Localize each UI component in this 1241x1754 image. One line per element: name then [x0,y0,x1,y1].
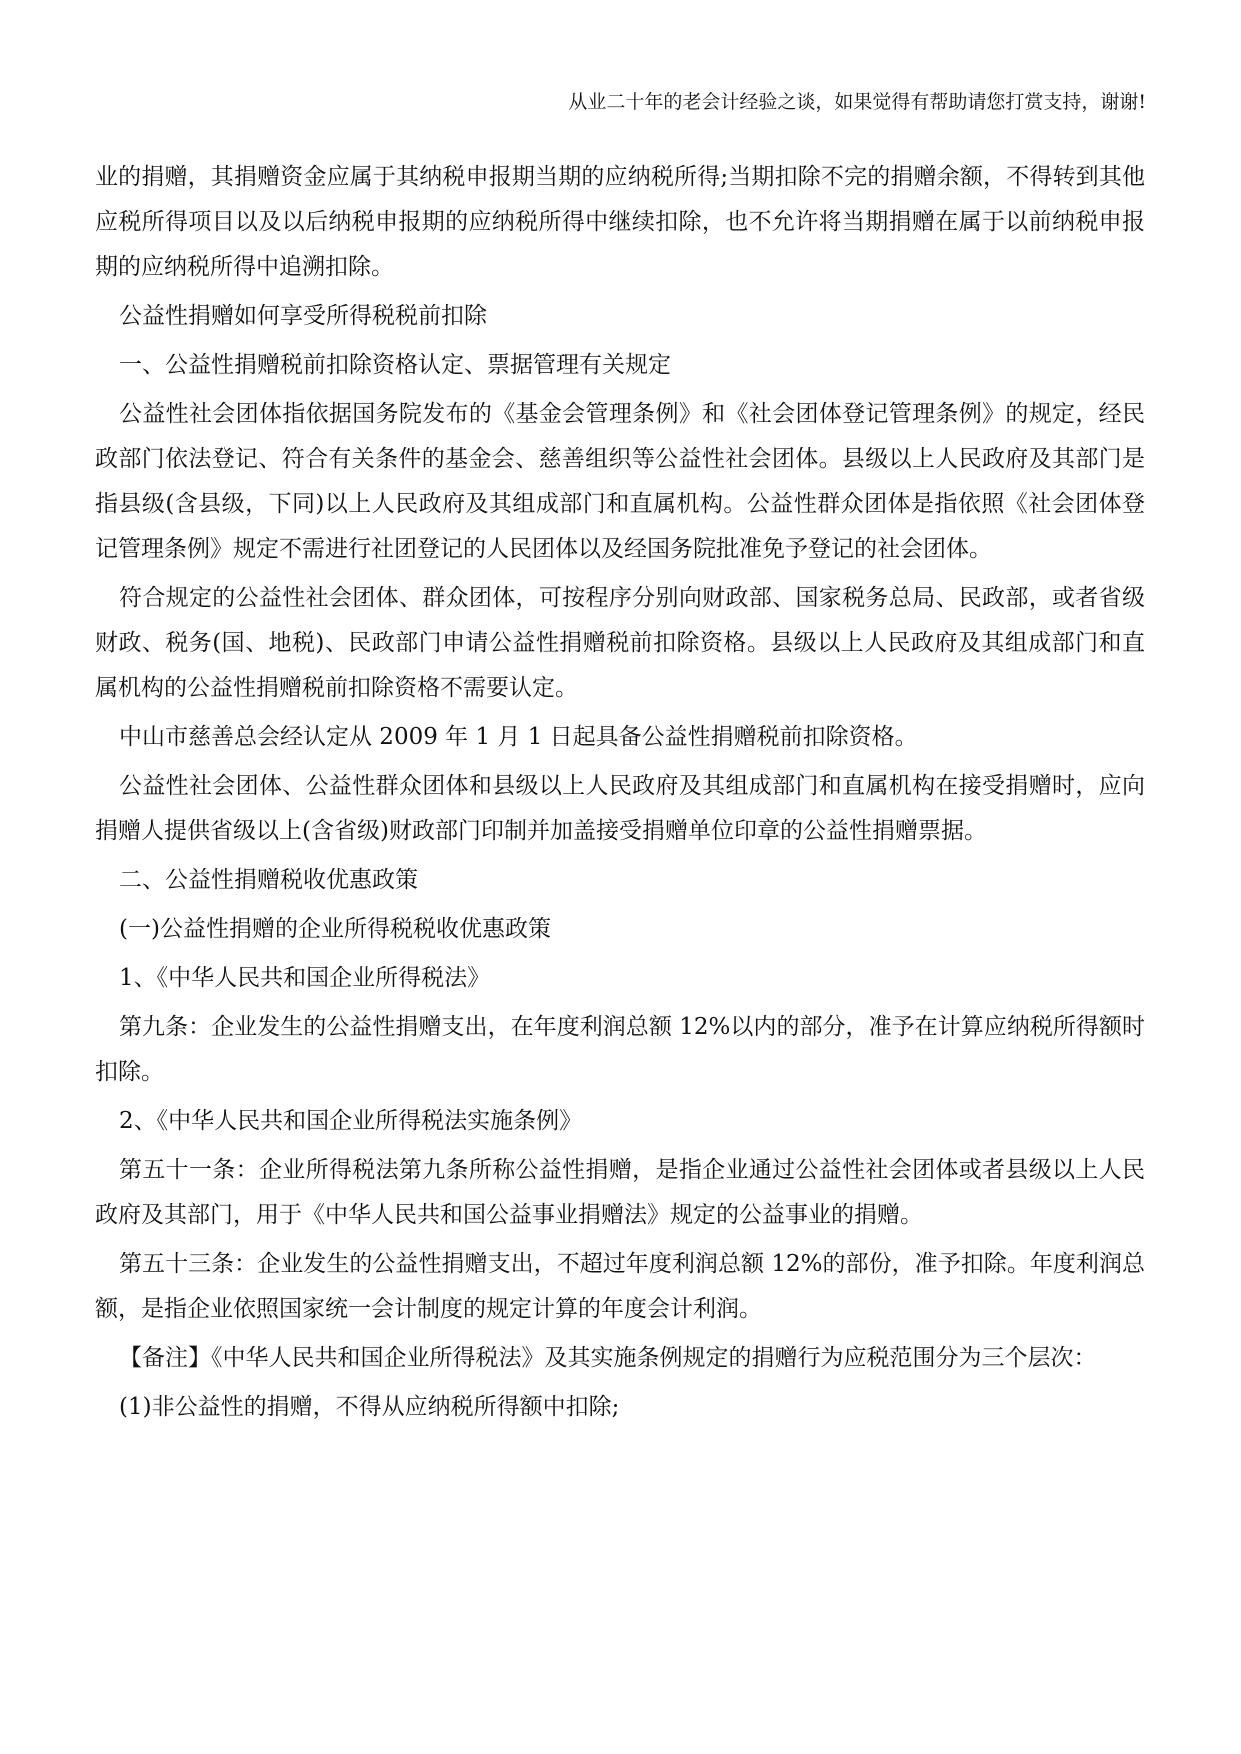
paragraph: 公益性社会团体、公益性群众团体和县级以上人民政府及其组成部门和直属机构在接受捐赠时，应向捐赠人提供省级以上(含省级)财政部门印制并加盖接受捐赠单位印章的公益性捐赠票据。 [95,773,1145,844]
paragraph: 中山市慈善总会经认定从 2009 年 1 月 1 日起具备公益性捐赠税前扣除资格。 [119,724,918,750]
paragraph: 公益性社会团体指依据国务院发布的《基金会管理条例》和《社会团体登记管理条例》的规定，经民政部门依法登记、符合有关条件的基金会、慈善组织等公益性社会团体。县级以上人民政府及其部门是指县级(含县级，下同)以上人民政府及其组成部门和直属机构。公益性群众团体是指依照《社会团体登记管理条例》规定不需进行社团登记的人民团体以及经国务院批准免予登记的社会团体。 [95,401,1145,562]
header-note: 从业二十年的老会计经验之谈，如果觉得有帮助请您打赏支持，谢谢! [568,91,1146,113]
subsection-heading: (一)公益性捐赠的企业所得税税收优惠政策 [119,916,551,942]
law-title: 2、《中华人民共和国企业所得税法实施条例》 [119,1108,583,1134]
paragraph: 第五十一条：企业所得税法第九条所称公益性捐赠，是指企业通过公益性社会团体或者县级以上人民政府及其部门，用于《中华人民共和国公益事业捐赠法》规定的公益事业的捐赠。 [95,1157,1145,1228]
section-heading: 公益性捐赠如何享受所得税税前扣除 [119,303,487,329]
paragraph: 第五十三条：企业发生的公益性捐赠支出，不超过年度利润总额 12%的部份，准予扣除。年度利润总额，是指企业依照国家统一会计制度的规定计算的年度会计利润。 [95,1251,1145,1322]
note-paragraph: 【备注】《中华人民共和国企业所得税法》及其实施条例规定的捐赠行为应税范围分为三个层次： [119,1345,1097,1371]
law-title: 1、《中华人民共和国企业所得税法》 [119,965,491,991]
paragraph-continuation: 业的捐赠，其捐赠资金应属于其纳税申报期当期的应纳税所得;当期扣除不完的捐赠余额，不得转到其他应税所得项目以及以后纳税申报期的应纳税所得中继续扣除，也不允许将当期捐赠在属于以前纳税申报期的应纳税所得中追溯扣除。 [95,164,1145,280]
document-body [95,155,1145,1434]
section-heading: 一、公益性捐赠税前扣除资格认定、票据管理有关规定 [119,352,671,378]
section-heading: 二、公益性捐赠税收优惠政策 [119,867,418,893]
list-item: (1)非公益性的捐赠，不得从应纳税所得额中扣除; [119,1394,620,1420]
paragraph: 符合规定的公益性社会团体、群众团体，可按程序分别向财政部、国家税务总局、民政部，或者省级财政、税务(国、地税)、民政部门申请公益性捐赠税前扣除资格。县级以上人民政府及其组成部门和直属机构的公益性捐赠税前扣除资格不需要认定。 [95,585,1145,701]
paragraph: 第九条：企业发生的公益性捐赠支出，在年度利润总额 12%以内的部分，准予在计算应纳税所得额时扣除。 [95,1014,1145,1085]
